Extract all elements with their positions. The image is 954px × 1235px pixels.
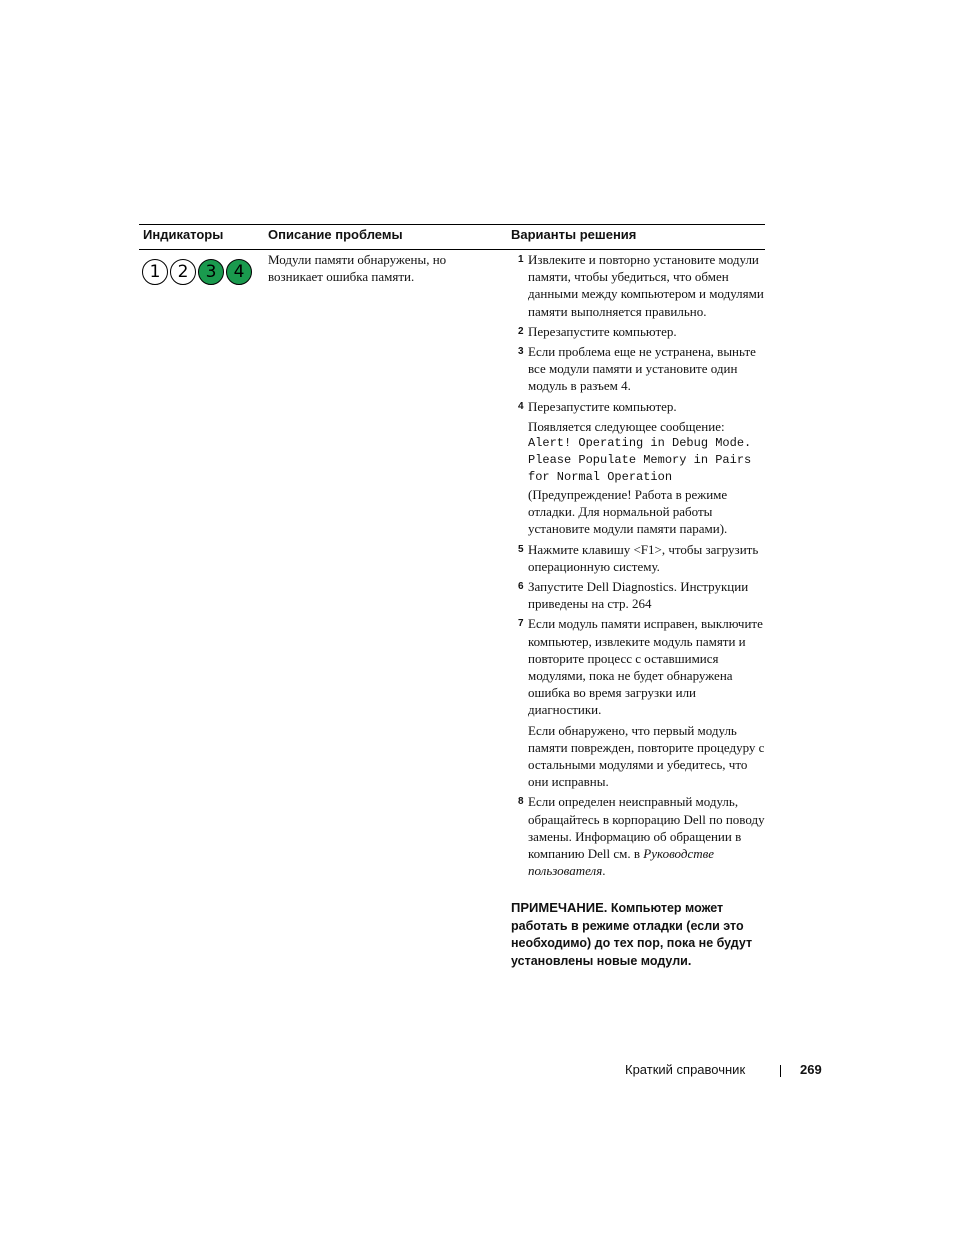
solution-step bbox=[511, 251, 765, 320]
note-label: ПРИМЕЧАНИЕ. bbox=[511, 900, 608, 915]
step-number: 3 bbox=[518, 346, 524, 358]
led-1-icon: 1 bbox=[142, 259, 168, 285]
step-text: Перезапустите компьютер. bbox=[528, 398, 677, 414]
debug-message-block bbox=[511, 418, 765, 538]
header-description: Описание проблемы bbox=[268, 227, 403, 242]
table-header-rule bbox=[139, 249, 765, 250]
step-text: Нажмите клавишу <F1>, чтобы загрузить операционную систему. bbox=[528, 541, 759, 574]
step-end-punct: . bbox=[602, 863, 606, 879]
header-indicators: Индикаторы bbox=[143, 227, 224, 242]
diagnostic-leds bbox=[142, 259, 257, 286]
step-number: 6 bbox=[518, 581, 524, 593]
solution-step bbox=[511, 578, 765, 612]
note-block bbox=[511, 899, 765, 970]
message-intro: Появляется следующее сообщение: bbox=[528, 418, 725, 434]
step-number: 8 bbox=[518, 796, 524, 808]
step-number: 5 bbox=[518, 543, 524, 555]
solution-step bbox=[511, 398, 765, 415]
step-number: 1 bbox=[518, 254, 524, 265]
step-number: 7 bbox=[518, 618, 524, 630]
step-text: Если проблема еще не устранена, выньте все модули памяти и установите один модуль в разъем 4. bbox=[528, 344, 756, 394]
step-text: Если модуль памяти исправен, выключите компьютер, извлеките модуль памяти и повторите процесс с оставшимися модулями, пока не будет обнаружена ошибка во время загрузки или диагностики. bbox=[528, 616, 763, 718]
debug-message-code: Alert! Operating in Debug Mode. Please Populate Memory in Pairs for Normal Operation bbox=[528, 436, 752, 485]
problem-description: Модули памяти обнаружены, но возникает ошибка памяти. bbox=[268, 252, 447, 285]
debug-message-translation: (Предупреждение! Работа в режиме отладки. Для нормальной работы установите модули памяти парами). bbox=[528, 487, 728, 537]
solutions-list bbox=[511, 251, 765, 883]
step-text: Перезапустите компьютер. bbox=[528, 323, 677, 339]
step-text: Запустите Dell Diagnostics. Инструкции приведены на стр. 264 bbox=[528, 579, 749, 612]
led-4-icon: 4 bbox=[226, 259, 252, 285]
note-text: Компьютер может работать в режиме отладки (если это необходимо) до тех пор, пока не будут установлены новые модули. bbox=[511, 901, 753, 968]
footer-separator bbox=[780, 1065, 781, 1077]
solution-step bbox=[511, 541, 765, 575]
page-number: 269 bbox=[800, 1062, 822, 1077]
led-2-icon: 2 bbox=[170, 259, 196, 285]
solution-step bbox=[511, 615, 765, 718]
footer-section-title: Краткий справочник bbox=[625, 1062, 746, 1077]
step-number: 2 bbox=[518, 325, 524, 337]
user-guide-reference: Руководстве пользователя bbox=[528, 846, 715, 879]
led-3-icon: 3 bbox=[198, 259, 224, 285]
solution-step bbox=[511, 793, 765, 879]
solution-step bbox=[511, 323, 765, 340]
step-7-followup: Если обнаружено, что первый модуль памяти поврежден, повторите процедуру с остальными модулями и убедитесь, что они исправны. bbox=[528, 722, 765, 790]
step-text: Если определен неисправный модуль, обращайтесь в корпорацию Dell по поводу замены. Информацию об обращении в компанию Dell см. в bbox=[528, 794, 765, 862]
header-solutions: Варианты решения bbox=[511, 227, 637, 242]
step-text: Извлеките и повторно установите модули памяти, чтобы убедиться, что обмен данными между компьютером и модулями памяти выполняется правильно. bbox=[528, 252, 764, 319]
solution-step bbox=[511, 343, 765, 395]
step-number: 4 bbox=[518, 400, 524, 412]
table-top-rule bbox=[139, 224, 765, 225]
